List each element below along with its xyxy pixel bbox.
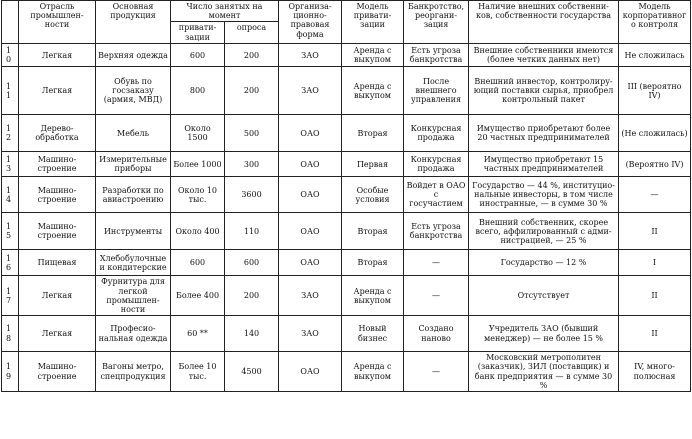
cell-product: Инструменты [96,213,171,250]
cell-model: Аренда с выкупом [342,352,404,392]
cell-emp-survey: 110 [225,213,279,250]
cell-owners: Учредитель ЗАО (бывший менеджер) — не более 15 % [469,316,619,352]
cell-governance: (Вероятно IV) [619,152,691,177]
cell-num: 17 [2,276,19,316]
cell-form: ОАО [279,177,342,213]
table-row [2,44,691,67]
cell-product: Фурнитура для легкой промышлен-ности [96,276,171,316]
cell-governance: Не сложилась [619,44,691,67]
table-row [2,67,691,115]
table-row [2,352,691,392]
table-row [2,177,691,213]
cell-num: 14 [2,177,19,213]
cell-emp-priv: 800 [171,67,225,115]
cell-governance: II [619,316,691,352]
cell-governance: II [619,213,691,250]
cell-owners: Государство — 12 % [469,250,619,276]
cell-product: Хлебобулочные и кондитерские [96,250,171,276]
table-row [2,213,691,250]
header-emp-survey: опроса [225,22,279,44]
cell-emp-priv: Более 10 тыс. [171,352,225,392]
cell-bankruptcy: Создано наново [404,316,469,352]
cell-product: Разработки по авиастроению [96,177,171,213]
header-emp-privatization: привати-зации [171,22,225,44]
cell-emp-survey: 140 [225,316,279,352]
cell-emp-priv: Более 1000 [171,152,225,177]
cell-bankruptcy: Есть угроза банкротства [404,213,469,250]
cell-form: ОАО [279,213,342,250]
cell-num: 13 [2,152,19,177]
cell-form: ОАО [279,115,342,152]
table-body [2,44,691,392]
header-owners: Наличие внешних собственни-ков, собственности государства [469,1,619,44]
cell-model: Аренда с выкупом [342,44,404,67]
table-row [2,152,691,177]
cell-emp-survey: 600 [225,250,279,276]
cell-governance: — [619,177,691,213]
cell-model: Вторая [342,213,404,250]
cell-emp-survey: 3600 [225,177,279,213]
header-privatization-model: Модель привати-зации [342,1,404,44]
cell-industry: Машино-строение [19,177,96,213]
cell-governance: I [619,250,691,276]
cell-emp-survey: 500 [225,115,279,152]
cell-industry: Легкая [19,316,96,352]
cell-model: Новый бизнес [342,316,404,352]
table-row [2,115,691,152]
cell-industry: Легкая [19,67,96,115]
cell-emp-priv: Более 400 [171,276,225,316]
cell-governance: (Не сложилась) [619,115,691,152]
cell-num: 18 [2,316,19,352]
cell-product: Верхняя одежда [96,44,171,67]
cell-emp-priv: Около 10 тыс. [171,177,225,213]
cell-owners: Отсутствует [469,276,619,316]
cell-governance: III (вероятно IV) [619,67,691,115]
cell-model: Особые условия [342,177,404,213]
cell-form: ОАО [279,352,342,392]
enterprises-table [1,0,691,392]
header-product: Основная продукция [96,1,171,44]
cell-form: ЗАО [279,316,342,352]
cell-industry: Пищевая [19,250,96,276]
cell-emp-survey: 4500 [225,352,279,392]
header-industry: Отрасль промышлен-ности [19,1,96,44]
cell-bankruptcy: — [404,250,469,276]
cell-bankruptcy: После внешнего управления [404,67,469,115]
cell-num: 10 [2,44,19,67]
cell-num: 15 [2,213,19,250]
cell-emp-survey: 200 [225,44,279,67]
cell-product: Вагоны метро, спецпродукция [96,352,171,392]
cell-product: Мебель [96,115,171,152]
header-bankruptcy: Банкротство, реоргани-зация [404,1,469,44]
cell-emp-survey: 200 [225,67,279,115]
cell-bankruptcy: — [404,276,469,316]
cell-bankruptcy: Конкурсная продажа [404,115,469,152]
cell-industry: Машино-строение [19,152,96,177]
cell-form: ЗАО [279,67,342,115]
cell-num: 16 [2,250,19,276]
cell-product: Измерительные приборы [96,152,171,177]
cell-bankruptcy: Войдет в ОАО с госучастием [404,177,469,213]
cell-form: ОАО [279,250,342,276]
cell-model: Аренда с выкупом [342,276,404,316]
cell-num: 11 [2,67,19,115]
cell-product: Професио-нальная одежда [96,316,171,352]
cell-emp-priv: 60 ** [171,316,225,352]
header-legal-form: Организа-ционно-правовая форма [279,1,342,44]
cell-bankruptcy: Есть угроза банкротства [404,44,469,67]
table-row [2,316,691,352]
cell-form: ЗАО [279,44,342,67]
cell-model: Вторая [342,250,404,276]
cell-owners: Имущество приобретают 15 частных предпринимателей [469,152,619,177]
cell-industry: Машино-строение [19,213,96,250]
table-row [2,250,691,276]
cell-owners: Государство — 44 %, институцио-нальные инвесторы, в том числе иностранные, — в сумме 30 % [469,177,619,213]
cell-emp-priv: Около 400 [171,213,225,250]
cell-bankruptcy: — [404,352,469,392]
cell-emp-survey: 200 [225,276,279,316]
cell-emp-priv: Около 1500 [171,115,225,152]
cell-emp-survey: 300 [225,152,279,177]
cell-form: ЗАО [279,276,342,316]
cell-owners: Московский метрополитен (заказчик), ЗИЛ (поставщик) и банк предприятия — в сумме 30 % [469,352,619,392]
cell-product: Обувь по госзаказу (армия, МВД) [96,67,171,115]
cell-governance: II [619,276,691,316]
cell-industry: Легкая [19,44,96,67]
cell-form: ОАО [279,152,342,177]
cell-model: Вторая [342,115,404,152]
cell-bankruptcy: Конкурсная продажа [404,152,469,177]
cell-owners: Имущество приобретают более 20 частных предпринимателей [469,115,619,152]
table-row [2,276,691,316]
cell-industry: Машино-строение [19,352,96,392]
cell-model: Аренда с выкупом [342,67,404,115]
header-employees: Число занятых на момент [171,1,279,22]
cell-num: 19 [2,352,19,392]
cell-industry: Дерево-обработка [19,115,96,152]
header-governance: Модель корпоративного контроля [619,1,691,44]
cell-industry: Легкая [19,276,96,316]
cell-owners: Внешние собственники имеются (более четких данных нет) [469,44,619,67]
cell-emp-priv: 600 [171,44,225,67]
header-num [2,1,19,44]
cell-num: 12 [2,115,19,152]
cell-governance: IV, много-полюсная [619,352,691,392]
cell-emp-priv: 600 [171,250,225,276]
cell-owners: Внешний собственник, скорее всего, аффилированный с адми-нистрацией, — 25 % [469,213,619,250]
cell-model: Первая [342,152,404,177]
cell-owners: Внешний инвестор, контролиру-ющий поставки сырья, приобрел контрольный пакет [469,67,619,115]
